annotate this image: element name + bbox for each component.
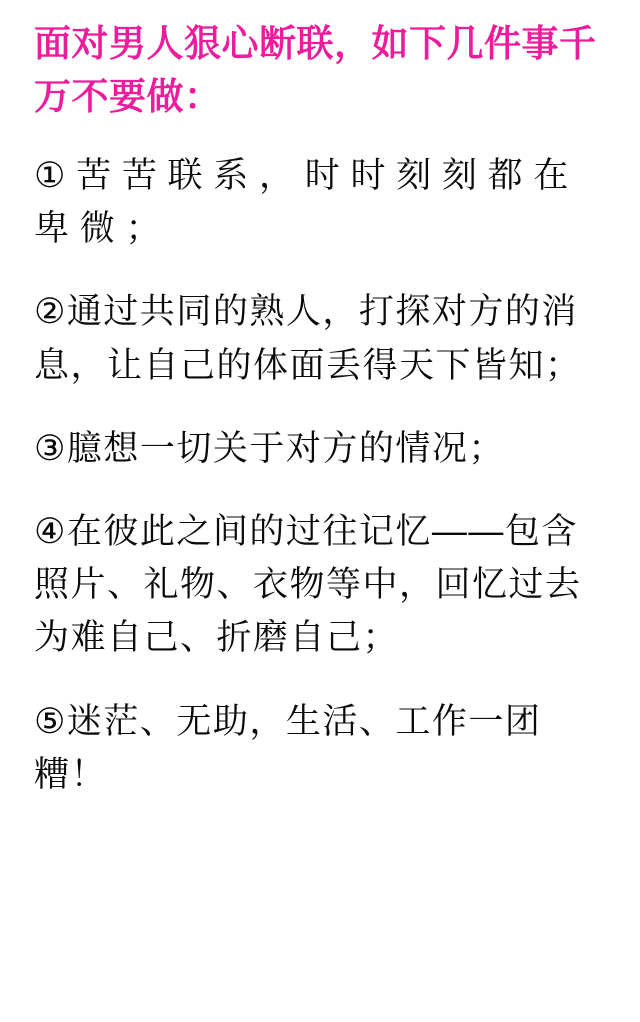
list-item: ③臆想一切关于对方的情况； [34,428,505,468]
page-title: 面对男人狠心断联，如下几件事千万不要做： [34,23,597,117]
list-item: ⑤迷茫、无助，生活、工作一团糟！ [34,701,542,794]
list-item: ① 苦 苦 联 系 ， 时 时 刻 刻 都 在 卑 微 ； [34,156,569,249]
list-item: ②通过共同的熟人，打探对方的消息，让自己的体面丢得天下皆知； [34,292,582,385]
list-item: ④在彼此之间的过往记忆——包含照片、礼物、衣物等中，回忆过去为难自己、折磨自己； [34,512,582,658]
